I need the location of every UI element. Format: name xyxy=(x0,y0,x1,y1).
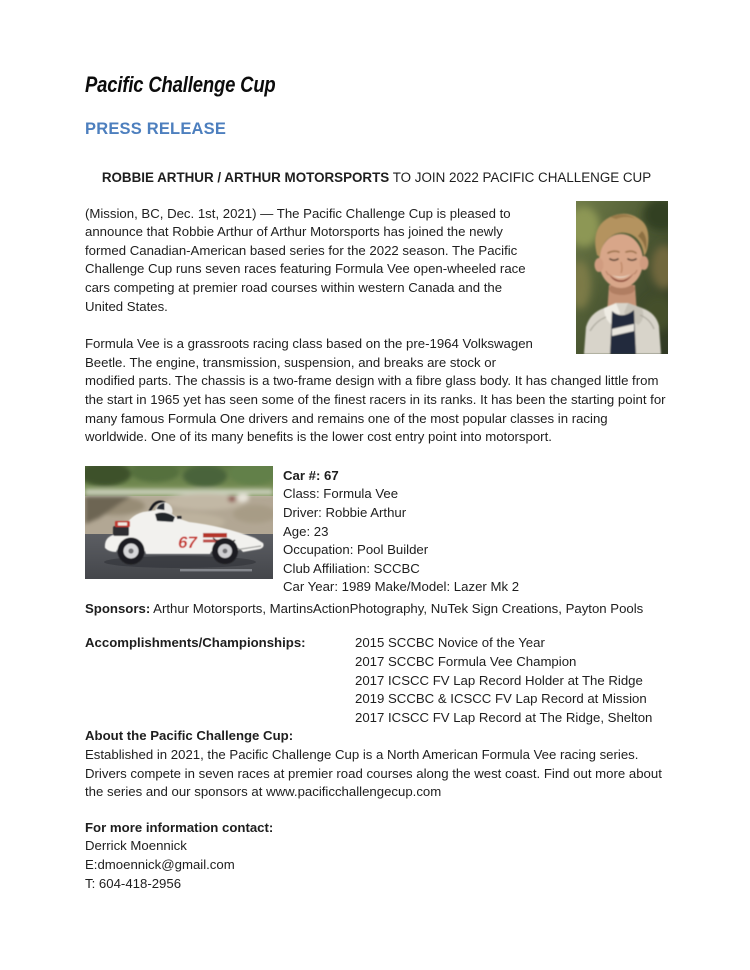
accomplishment-item: 2017 ICSCC FV Lap Record at The Ridge, Shelton xyxy=(355,709,653,725)
sponsors-text: Arthur Motorsports, MartinsActionPhotography, NuTek Sign Creations, Payton Pools xyxy=(150,600,644,616)
accomplishment-item: 2017 SCCBC Formula Vee Champion xyxy=(355,654,577,670)
car-info-list xyxy=(283,466,519,597)
about-section xyxy=(85,727,668,801)
accomplishment-item: 2017 ICSCC FV Lap Record Holder at The Ridge xyxy=(355,672,643,688)
car-info-line: Occupation: Pool Builder xyxy=(283,542,429,558)
driver-portrait-photo xyxy=(576,201,668,354)
sponsors-line xyxy=(85,600,668,619)
contact-phone: T: 604-418-2956 xyxy=(85,875,182,891)
contact-section xyxy=(85,819,668,893)
accomplishment-item: 2015 SCCBC Novice of the Year xyxy=(355,635,545,651)
contact-email: E:dmoennick@gmail.com xyxy=(85,857,235,872)
car-number-line: Car #: 67 xyxy=(283,467,339,483)
race-car-photo xyxy=(85,466,273,579)
car-number-decal: 67 xyxy=(178,532,197,552)
car-info-line: Driver: Robbie Arthur xyxy=(283,504,407,520)
headline-regular-part: TO JOIN 2022 PACIFIC CHALLENGE CUP xyxy=(389,170,652,185)
accomplishments-list xyxy=(355,634,652,727)
intro-section xyxy=(85,205,668,447)
sponsors-label: Sponsors: xyxy=(85,600,151,616)
car-info-lines xyxy=(283,485,519,597)
accomplishments-label: Accomplishments/Championships: xyxy=(85,635,306,651)
car-info-line: Car Year: 1989 Make/Model: Lazer Mk 2 xyxy=(283,579,520,595)
headline-bold-part: ROBBIE ARTHUR / ARTHUR MOTORSPORTS xyxy=(101,170,390,185)
accomplishment-item: 2019 SCCBC & ICSCC FV Lap Record at Mission xyxy=(355,691,647,707)
car-info-section xyxy=(85,466,668,597)
accomplishments-section xyxy=(85,634,668,727)
contact-name: Derrick Moennick xyxy=(85,838,187,854)
car-info-line: Age: 23 xyxy=(283,523,329,539)
press-release-heading: PRESS RELEASE xyxy=(85,120,227,138)
formula-vee-paragraph: Formula Vee is a grassroots racing class based on the pre-1964 Volkswagen Beetle. The engine, transmission, suspension, and breaks are stock or modified parts. The chassis is a two-frame design with a fibre glass body. It has changed little from the start in 1965 yet has seen some of the finest racers in its ranks. It has been the starting point for many famous Formula One drivers and remains one of the most popular classes in racing worldwide. One of its many benefits is the lower cost entry point into motorsport. xyxy=(85,336,666,445)
car-info-line: Class: Formula Vee xyxy=(283,486,399,502)
brand-logo: Pacific Challenge Cup xyxy=(85,72,276,97)
intro-paragraph: (Mission, BC, Dec. 1st, 2021) — The Pacific Challenge Cup is pleased to announce that Robbie Arthur of Arthur Motorsports has joined the newly formed Canadian-American based series for the 2022 season. The Pacific Challenge Cup runs seven races featuring Formula Vee open-wheeled race cars competing at premier road courses within western Canada and the United States. xyxy=(85,205,526,314)
car-info-line: Club Affiliation: SCCBC xyxy=(283,560,420,576)
about-text: Established in 2021, the Pacific Challenge Cup is a North American Formula Vee racing series. Drivers compete in seven races at premier road courses along the west coast. Find out more about the series and our sponsors at www.pacificchallengecup.com xyxy=(85,747,662,800)
contact-label: For more information contact: xyxy=(85,819,274,835)
about-label: About the Pacific Challenge Cup: xyxy=(85,728,294,744)
headline xyxy=(85,169,668,188)
